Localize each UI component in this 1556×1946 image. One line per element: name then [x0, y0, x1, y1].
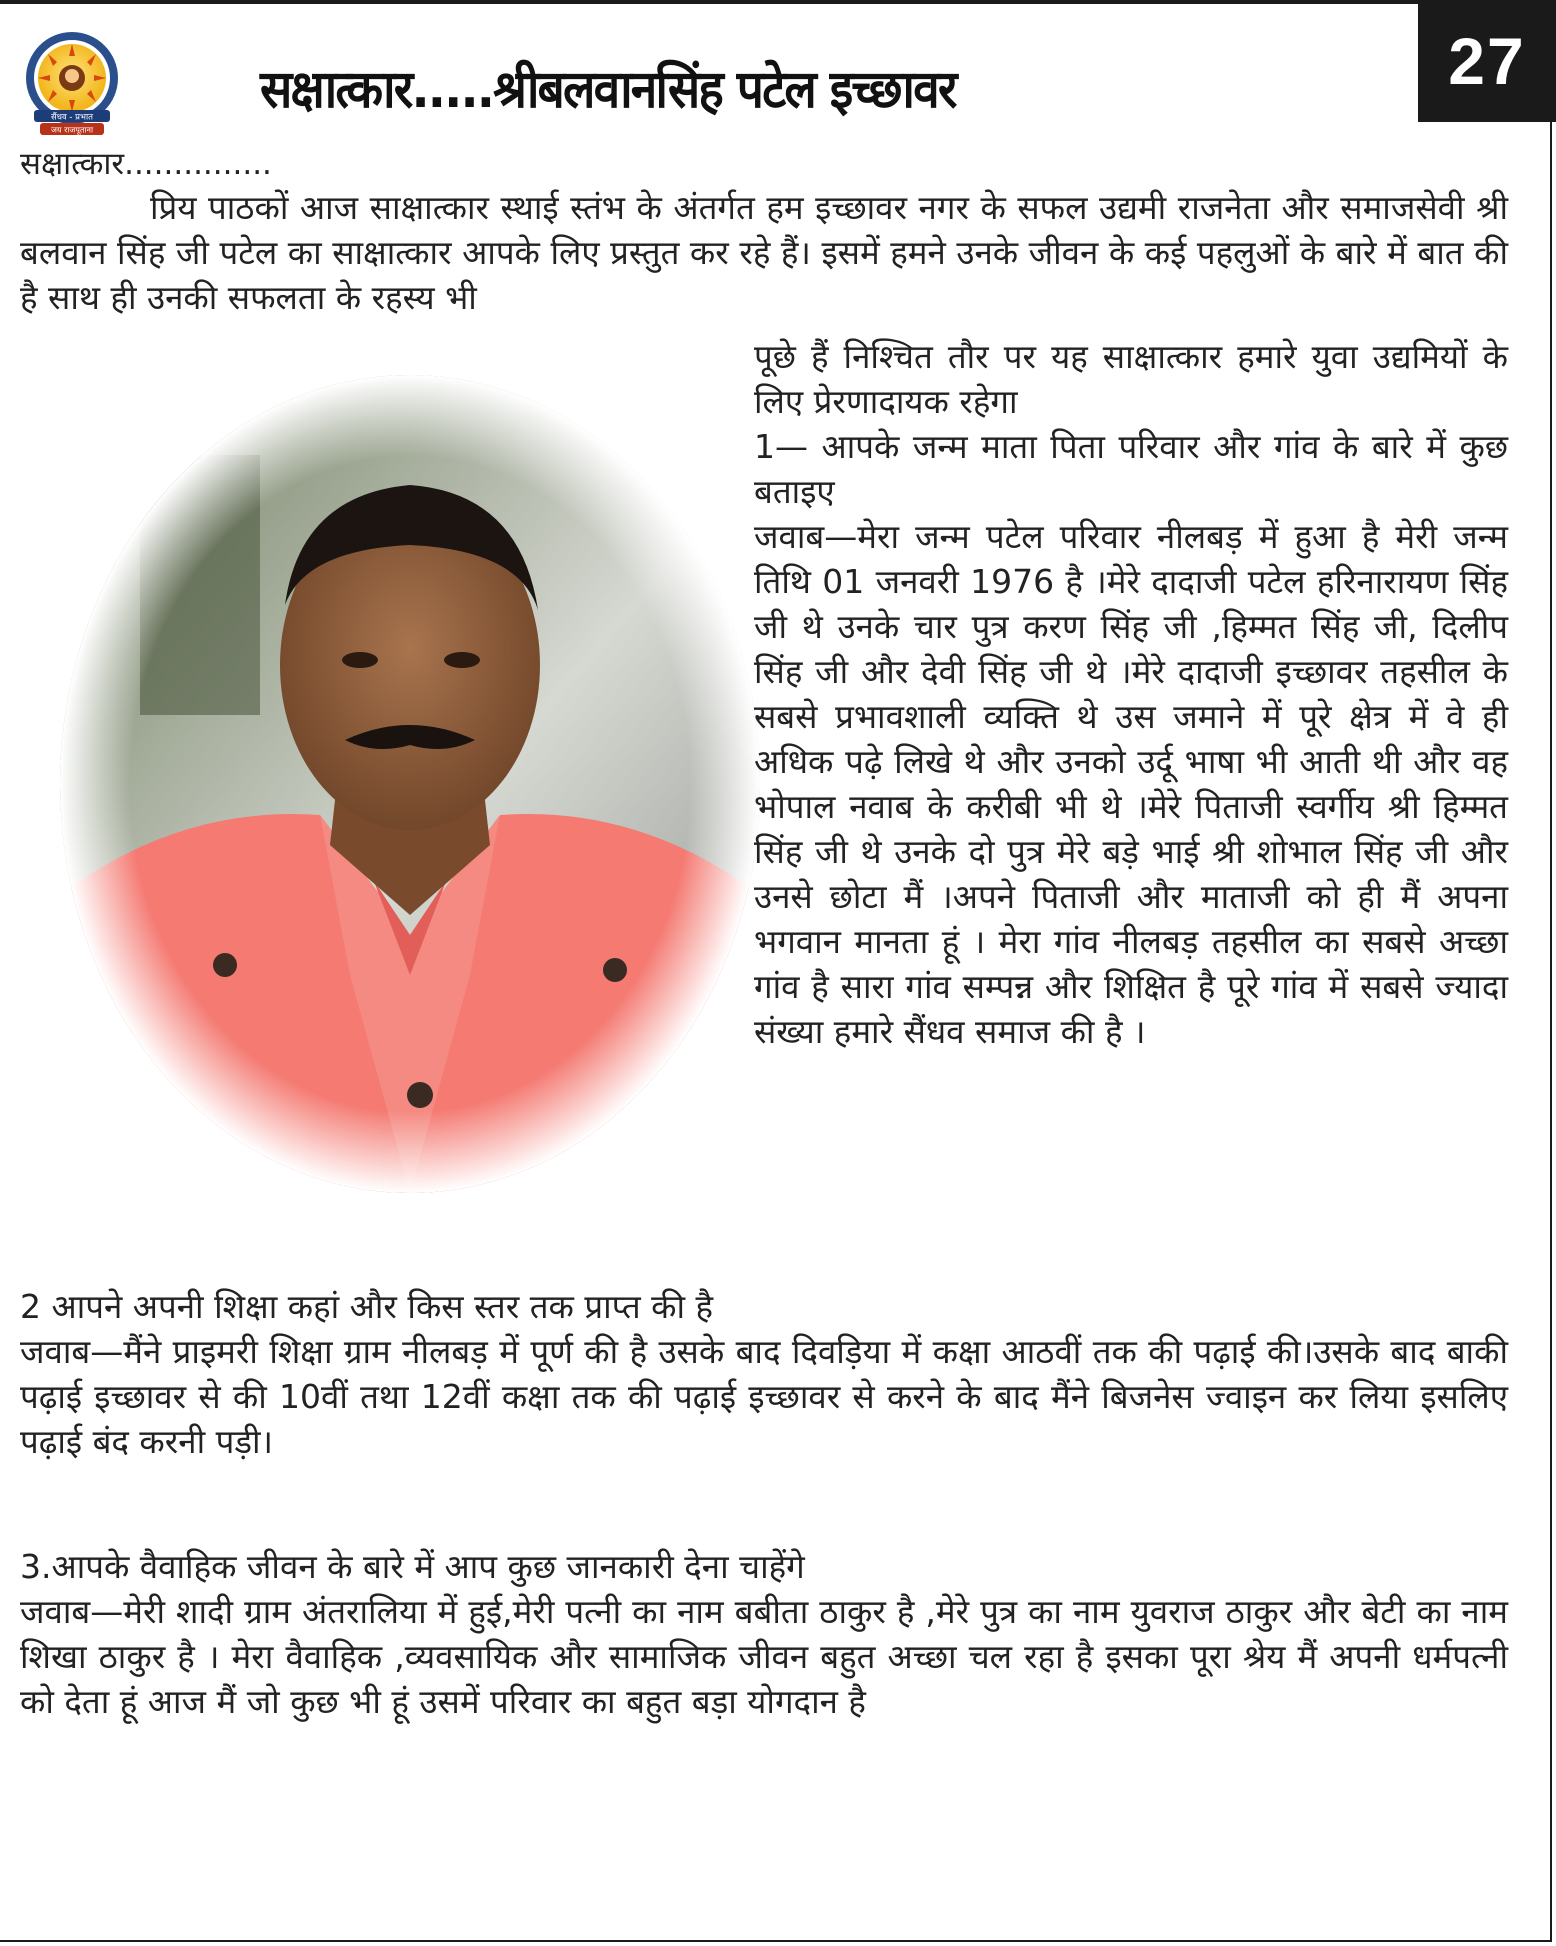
answer-1: जवाब—मेरा जन्म पटेल परिवार नीलबड़ में हुआ है मेरी जन्म तिथि 01 जनवरी 1976 है ।मेरे दादाजी पटेल हरिनारायण सिंह जी थे उनके चार पुत्र करण सिंह जी ,हिम्मत सिंह जी, दिलीप सिंह जी और देवी सिंह जी थे ।मेरे दादाजी इच्छावर तहसील के सबसे प्रभावशाली व्यक्ति थे उस जमाने में पूरे क्षेत्र में वे ही अधिक पढ़े लिखे थे और उनको उर्दू भाषा भी आती थी और वह भोपाल नवाब के करीबी भी थे ।मेरे पिताजी स्वर्गीय श्री हिम्मत सिंह जी थे उनके दो पुत्र मेरे बड़े भाई श्री शोभाल सिंह जी और उनसे छोटा मैं ।अपने पिताजी और माताजी को ही मैं अपना भगवान मानता हूं । मेरा गांव नीलबड़ तहसील का सबसे अच्छा गांव है सारा गांव सम्पन्न और शिक्षित है पूरे गांव में सबसे ज्यादा संख्या हमारे सैंधव समाज की है । [754, 517, 1508, 1051]
answer-3: जवाब—मेरी शादी ग्राम अंतरालिया में हुई,मेरी पत्नी का नाम बबीता ठाकुर है ,मेरे पुत्र का नाम युवराज ठाकुर और बेटी का नाम शिखा ठाकुर है । मेरा वैवाहिक ,व्यवसायिक और सामाजिक जीवन बहुत अच्छा चल रहा है इसका पूरा श्रेय मैं अपनी धर्मपत्नी को देता हूं आज मैं जो कुछ भी हूं उसमें परिवार का बहुत बड़ा योगदान है [20, 1592, 1508, 1721]
qa-block-3 [20, 1544, 1508, 1724]
page-number: 27 [1418, 0, 1556, 122]
logo-text-top: सैंधव - प्रभात [50, 112, 94, 123]
logo [20, 30, 124, 138]
section-label: सक्षात्कार............... [20, 146, 272, 182]
right-column [754, 334, 1508, 1054]
question-2: 2 आपने अपनी शिक्षा कहां और किस स्तर तक प्राप्त की है [20, 1287, 714, 1326]
page-title: सक्षात्कार.....श्रीबलवानसिंह पटेल इच्छावर [260, 60, 956, 120]
intro-continuation: पूछे हैं निश्चित तौर पर यह साक्षात्कार हमारे युवा उद्यमियों के लिए प्रेरणादायक रहेगा [754, 337, 1508, 421]
logo-text-bottom: जय राजपूताना [50, 125, 94, 135]
qa-block-2 [20, 1284, 1508, 1464]
answer-2: जवाब—मैंने प्राइमरी शिक्षा ग्राम नीलबड़ में पूर्ण की है उसके बाद दिवड़िया में कक्षा आठवीं तक की पढ़ाई की।उसके बाद बाकी पढ़ाई इच्छावर से की 10वीं तथा 12वीं कक्षा तक की पढ़ाई इच्छावर से करने के बाद मैंने बिजनेस ज्वाइन कर लिया इसलिए पढ़ाई बंद करनी पड़ी। [20, 1332, 1508, 1461]
intro-block [20, 185, 1508, 320]
question-3: 3.आपके वैवाहिक जीवन के बारे में आप कुछ जानकारी देना चाहेंगे [20, 1547, 805, 1586]
question-1: 1— आपके जन्म माता पिता परिवार और गांव के बारे में कुछ बताइए [754, 427, 1508, 511]
intro-paragraph: प्रिय पाठकों आज साक्षात्कार स्थाई स्तंभ के अंतर्गत हम इच्छावर नगर के सफल उद्यमी राजनेता और समाजसेवी श्री बलवान सिंह जी पटेल का साक्षात्कार आपके लिए प्रस्तुत कर रहे हैं। इसमें हमने उनके जीवन के कई पहलुओं के बारे में बात की है साथ ही उनकी सफलता के रहस्य भी [20, 188, 1508, 317]
portrait-photo [60, 375, 760, 1193]
